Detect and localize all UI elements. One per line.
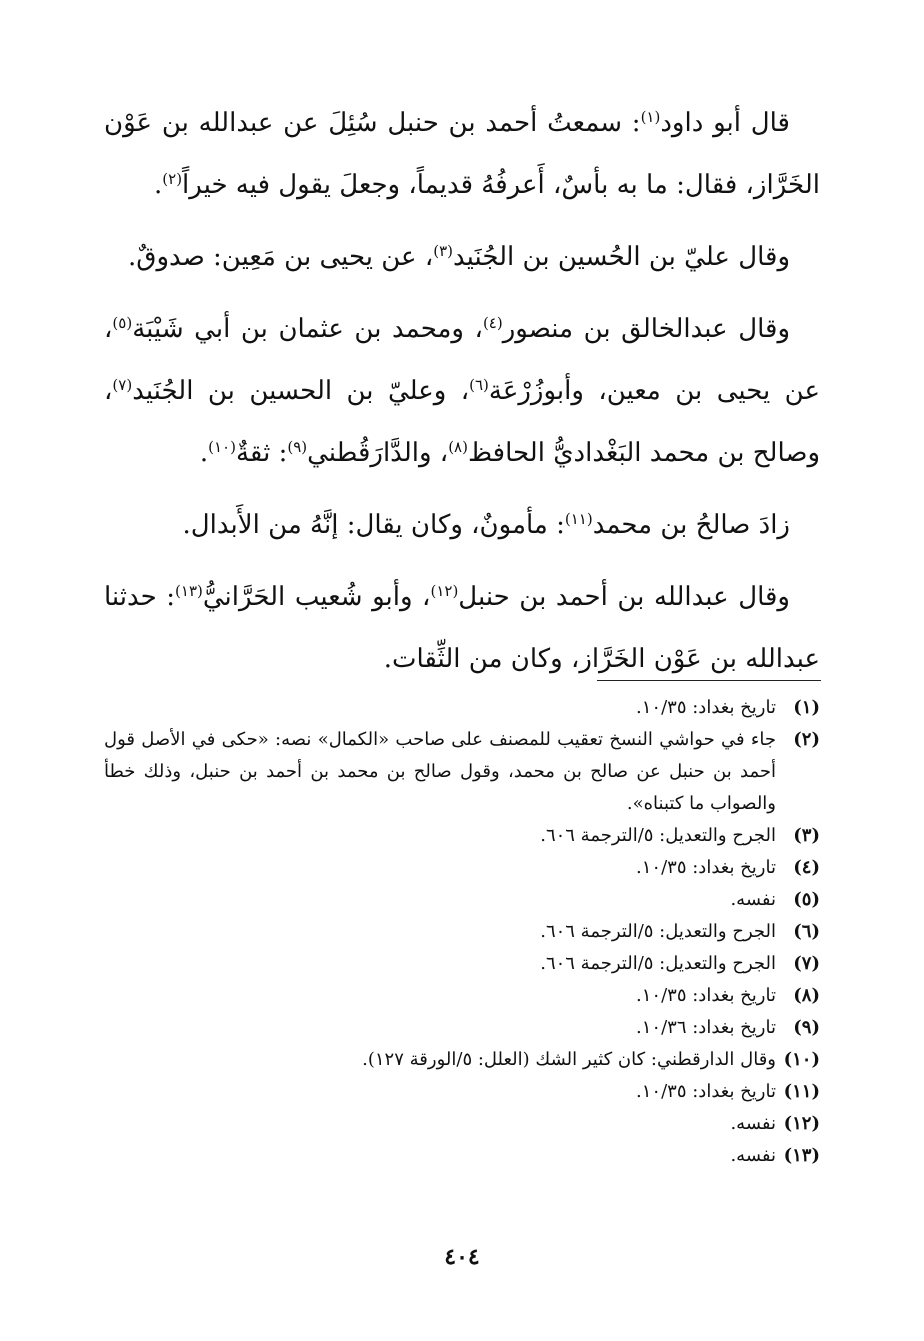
footnote-number: (٦) xyxy=(793,921,820,942)
paragraph-text: . xyxy=(154,170,163,200)
footnote-marker[interactable]: (٨) xyxy=(448,438,468,456)
footnote-text: نفسه. xyxy=(730,889,776,910)
footnote-text: وقال الدارقطني: كان كثير الشك (العلل: ٥/الورقة ١٢٧). xyxy=(362,1049,776,1070)
footnote-text: الجرح والتعديل: ٥/الترجمة ٦٠٦. xyxy=(540,825,776,846)
footnote-number: (٣) xyxy=(793,825,820,846)
paragraph-text: : مأمونٌ، وكان يقال: إنَّهُ من الأَبدال. xyxy=(182,510,565,540)
body-paragraph xyxy=(104,226,820,288)
footnote-marker[interactable]: (١٠) xyxy=(208,438,236,456)
page-number: ٤٠٤ xyxy=(444,1244,480,1270)
footnote-text: الجرح والتعديل: ٥/الترجمة ٦٠٦. xyxy=(540,953,776,974)
paragraph-text: ، عن يحيى بن مَعِين: صدوقٌ. xyxy=(128,242,434,272)
footnote-item xyxy=(104,820,820,852)
footnote-marker[interactable]: (١١) xyxy=(564,510,593,528)
footnote-number: (١) xyxy=(793,697,820,718)
footnote-text: نفسه. xyxy=(730,1145,776,1166)
body-paragraph xyxy=(104,298,820,484)
body-paragraph xyxy=(104,494,820,556)
footnote-number: (١١) xyxy=(783,1081,820,1102)
paragraph-text: ، والدَّارَقُطني xyxy=(307,438,449,468)
footnote-number: (٧) xyxy=(793,953,820,974)
paragraph-text: : سمعتُ أحمد بن حنبل سُئِلَ عن عبدالله بن عَوْن الخَرَّاز، فقال: ما به بأسٌ، أَعرفُهُ قديماً، وجعلَ يقول فيه خيراً xyxy=(104,108,820,200)
footnote-marker[interactable]: (٣) xyxy=(433,242,453,260)
footnote-text: جاء في حواشي النسخ تعقيب للمصنف على صاحب «الكمال» نصه: «حكى في الأصل قول أحمد بن حنبل عن صالح بن محمد، وقول صالح بن محمد بن أحمد بن حنبل، وذلك خطأ والصواب ما كتبناه». xyxy=(104,729,776,814)
footnote-number: (٩) xyxy=(793,1017,820,1038)
footnote-item xyxy=(104,948,820,980)
footnote-marker[interactable]: (١٣) xyxy=(175,582,203,600)
footnote-marker[interactable]: (١) xyxy=(640,108,661,126)
footnote-item xyxy=(104,852,820,884)
paragraph-text: ، عن يحيى بن معين، وأبوزُرْعَة xyxy=(104,314,820,406)
footnote-number: (٥) xyxy=(793,889,820,910)
footnote-item xyxy=(104,980,820,1012)
footnote-marker[interactable]: (٢) xyxy=(162,170,183,188)
footnote-number: (٤) xyxy=(793,857,820,878)
paragraph-text: قال أبو داود xyxy=(660,108,790,138)
paragraph-text: وقال عبدالخالق بن منصور xyxy=(502,314,791,344)
footnote-number: (٨) xyxy=(793,985,820,1006)
paragraph-text: ، وصالح بن محمد البَغْداديُّ الحافظ xyxy=(104,376,820,468)
footnote-item xyxy=(104,724,820,820)
footnote-item xyxy=(104,1076,820,1108)
paragraph-text: ، ومحمد بن عثمان بن أبي شَيْبَة xyxy=(132,314,483,344)
footnote-text: الجرح والتعديل: ٥/الترجمة ٦٠٦. xyxy=(540,921,776,942)
footnote-number: (١٢) xyxy=(783,1113,820,1134)
footnote-marker[interactable]: (١٢) xyxy=(430,582,459,600)
footnote-number: (١٣) xyxy=(783,1145,820,1166)
body-paragraph xyxy=(104,92,820,216)
footnotes-list xyxy=(104,692,820,1172)
footnote-marker[interactable]: (٧) xyxy=(112,376,133,394)
footnote-item xyxy=(104,916,820,948)
footnote-number: (١٠) xyxy=(783,1049,820,1070)
footnote-number: (٢) xyxy=(793,729,820,750)
footnote-text: تاريخ بغداد: ١٠/٣٥. xyxy=(636,985,776,1006)
footnote-item xyxy=(104,884,820,916)
footnote-item xyxy=(104,1108,820,1140)
footnote-text: نفسه. xyxy=(730,1113,776,1134)
footnote-text: تاريخ بغداد: ١٠/٣٥. xyxy=(636,857,776,878)
footnote-marker[interactable]: (٥) xyxy=(112,314,133,332)
paragraph-text: وقال عبدالله بن أحمد بن حنبل xyxy=(458,582,790,612)
main-text xyxy=(104,92,820,700)
paragraph-text: . xyxy=(199,438,209,468)
paragraph-text: : حدثنا عبدالله بن عَوْن الخَرَّاز، وكان من الثِّقات. xyxy=(104,582,820,674)
footnote-marker[interactable]: (٤) xyxy=(482,314,503,332)
footnote-separator xyxy=(597,680,821,681)
footnote-text: تاريخ بغداد: ١٠/٣٦. xyxy=(636,1017,776,1038)
paragraph-text: ، وأبو شُعيب الحَرَّانيُّ xyxy=(202,582,431,612)
footnote-text: تاريخ بغداد: ١٠/٣٥. xyxy=(636,1081,776,1102)
paragraph-text: ، وعليّ بن الحسين بن الجُنَيد xyxy=(132,376,470,406)
footnote-item xyxy=(104,1044,820,1076)
footnote-text: تاريخ بغداد: ١٠/٣٥. xyxy=(636,697,776,718)
paragraph-text: وقال عليّ بن الحُسين بن الجُنَيد xyxy=(453,242,790,272)
footnote-item xyxy=(104,1012,820,1044)
paragraph-text: : ثقةٌ xyxy=(235,438,288,468)
paragraph-text: زادَ صالحُ بن محمد xyxy=(592,510,790,540)
footnote-marker[interactable]: (٦) xyxy=(469,376,489,394)
footnote-item xyxy=(104,1140,820,1172)
footnote-marker[interactable]: (٩) xyxy=(287,438,308,456)
body-paragraph xyxy=(104,566,820,690)
footnote-item xyxy=(104,692,820,724)
